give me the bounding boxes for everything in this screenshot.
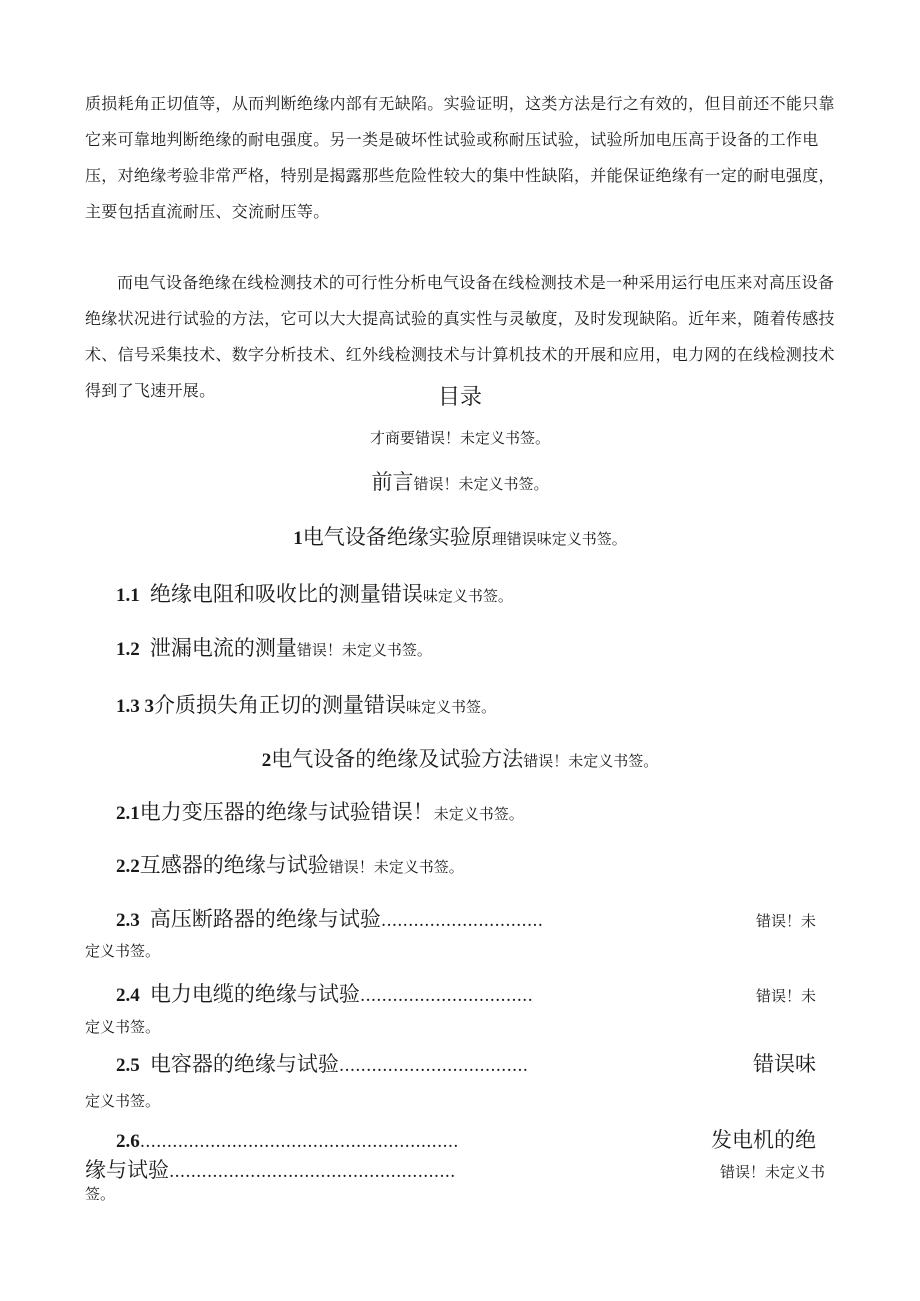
toc-entry-2-3[interactable]	[116, 903, 816, 933]
toc-entry-ref: 错误！未定义书	[719, 1163, 825, 1181]
toc-entry-number: 1.3 3	[116, 696, 154, 717]
toc-entry-title: 电力电缆的绝缘与试验	[149, 982, 360, 1006]
toc-entry-1-1[interactable]	[116, 578, 513, 608]
toc-entry-title: 前言	[371, 470, 414, 494]
toc-title: 目录	[437, 385, 482, 410]
toc-leader-dots: ..............................	[380, 911, 544, 931]
toc-entry-number: 2.3	[116, 910, 140, 931]
toc-entry-ref: 味定义书签。	[406, 698, 497, 716]
toc-entry-title: 发电机的绝	[711, 1128, 816, 1152]
toc-entry-1-2[interactable]	[116, 632, 432, 662]
toc-entry-title: 高压断路器的绝缘与试验	[149, 907, 381, 931]
toc-entry-number: 2	[261, 750, 272, 771]
toc-leader-dots: ...........................................................	[139, 1132, 459, 1152]
toc-entry-title: 绝缘电阻和吸收比的测量错误	[149, 582, 423, 606]
toc-entry-ref: 错误！未定义书签。	[523, 752, 659, 770]
toc-entry-ref: 理错误味定义书签。	[491, 530, 627, 548]
toc-entry-2-4[interactable]	[116, 978, 816, 1008]
toc-entry-ref: 未定义书签。	[433, 805, 524, 823]
toc-entry-ref-wrap: 签。	[85, 1185, 116, 1203]
toc-entry-2-6-continued[interactable]	[85, 1154, 825, 1184]
toc-entry-ref: 味定义书签。	[422, 587, 513, 605]
toc-entry-abstract[interactable]: 才商要错误！未定义书签。	[369, 429, 550, 447]
toc-leader-dots: .....................................................	[169, 1162, 456, 1182]
toc-entry-number: 2.5	[116, 1055, 140, 1076]
toc-entry-title: 互感器的绝缘与试验	[139, 853, 329, 877]
toc-entry-number: 2.1	[116, 803, 140, 824]
toc-entry-preface[interactable]	[0, 466, 920, 496]
toc-entry-2-2[interactable]	[116, 849, 464, 879]
toc-entry-number: 2.6	[116, 1131, 140, 1152]
body-paragraph-2: 而电气设备绝缘在线检测技术的可行性分析电气设备在线检测技术是一种采用运行电压来对高压设备绝缘状况进行试验的方法，它可以大大提高试验的真实性与灵敏度，及时发现缺陷。近年来，随着传感技术、信号采集技术、数字分析技术、红外线检测技术与计算机技术的开展和应用，电力网的在线检测技术得到了飞速开展。	[85, 273, 835, 400]
toc-entry-chapter-1[interactable]	[0, 521, 920, 551]
toc-entry-ref: 错误！未定义书签。	[296, 641, 432, 659]
toc-entry-chapter-2[interactable]	[0, 743, 920, 773]
toc-entry-ref-wrap: 定义书签。	[85, 1018, 161, 1036]
toc-entry-2-5[interactable]	[116, 1048, 816, 1078]
toc-entry-ref: 错误！未定义书签。	[413, 475, 549, 493]
body-paragraph-1: 质损耗角正切值等，从而判断绝缘内部有无缺陷。实验证明，这类方法是行之有效的，但目前还不能只靠它来可靠地判断绝缘的耐电强度。另一类是破坏性试验或称耐压试验，试验所加电压高于设备的工作电压，对绝缘考验非常严格，特别是揭露那些危险性较大的集中性缺陷，并能保证绝缘有一定的耐电强度，主要包括直流耐压、交流耐压等。	[85, 94, 835, 221]
toc-entry-title: 电气设备绝缘实验原	[302, 525, 492, 549]
toc-entry-2-1[interactable]	[116, 796, 524, 826]
toc-entry-ref: 错误！未	[755, 912, 816, 930]
toc-entry-2-6[interactable]	[116, 1124, 816, 1154]
toc-entry-title: 电力变压器的绝缘与试验错误！	[139, 800, 434, 824]
toc-entry-ref-wrap: 定义书签。	[85, 1092, 161, 1110]
toc-entry-title: 电气设备的绝缘及试验方法	[271, 747, 524, 771]
toc-entry-ref: 错误味	[753, 1052, 816, 1076]
toc-entry-ref: 错误！未定义书签。	[328, 858, 464, 876]
toc-entry-title: 泄漏电流的测量	[149, 636, 297, 660]
toc-entry-1-3[interactable]	[116, 689, 496, 719]
toc-entry-title: 介质损失角正切的测量错误	[154, 693, 406, 717]
toc-entry-number: 1.1	[116, 585, 140, 606]
toc-entry-number: 2.2	[116, 856, 140, 877]
toc-entry-ref-wrap: 定义书签。	[85, 942, 161, 960]
toc-entry-number: 2.4	[116, 985, 140, 1006]
toc-entry-ref: 错误！未	[755, 987, 816, 1005]
toc-entry-number: 1	[293, 528, 303, 549]
toc-entry-title: 电容器的绝缘与试验	[149, 1052, 339, 1076]
toc-leader-dots: ................................	[359, 986, 533, 1006]
toc-leader-dots: ...................................	[338, 1056, 529, 1076]
toc-entry-title-continued: 缘与试验	[85, 1158, 169, 1182]
toc-entry-number: 1.2	[116, 639, 140, 660]
